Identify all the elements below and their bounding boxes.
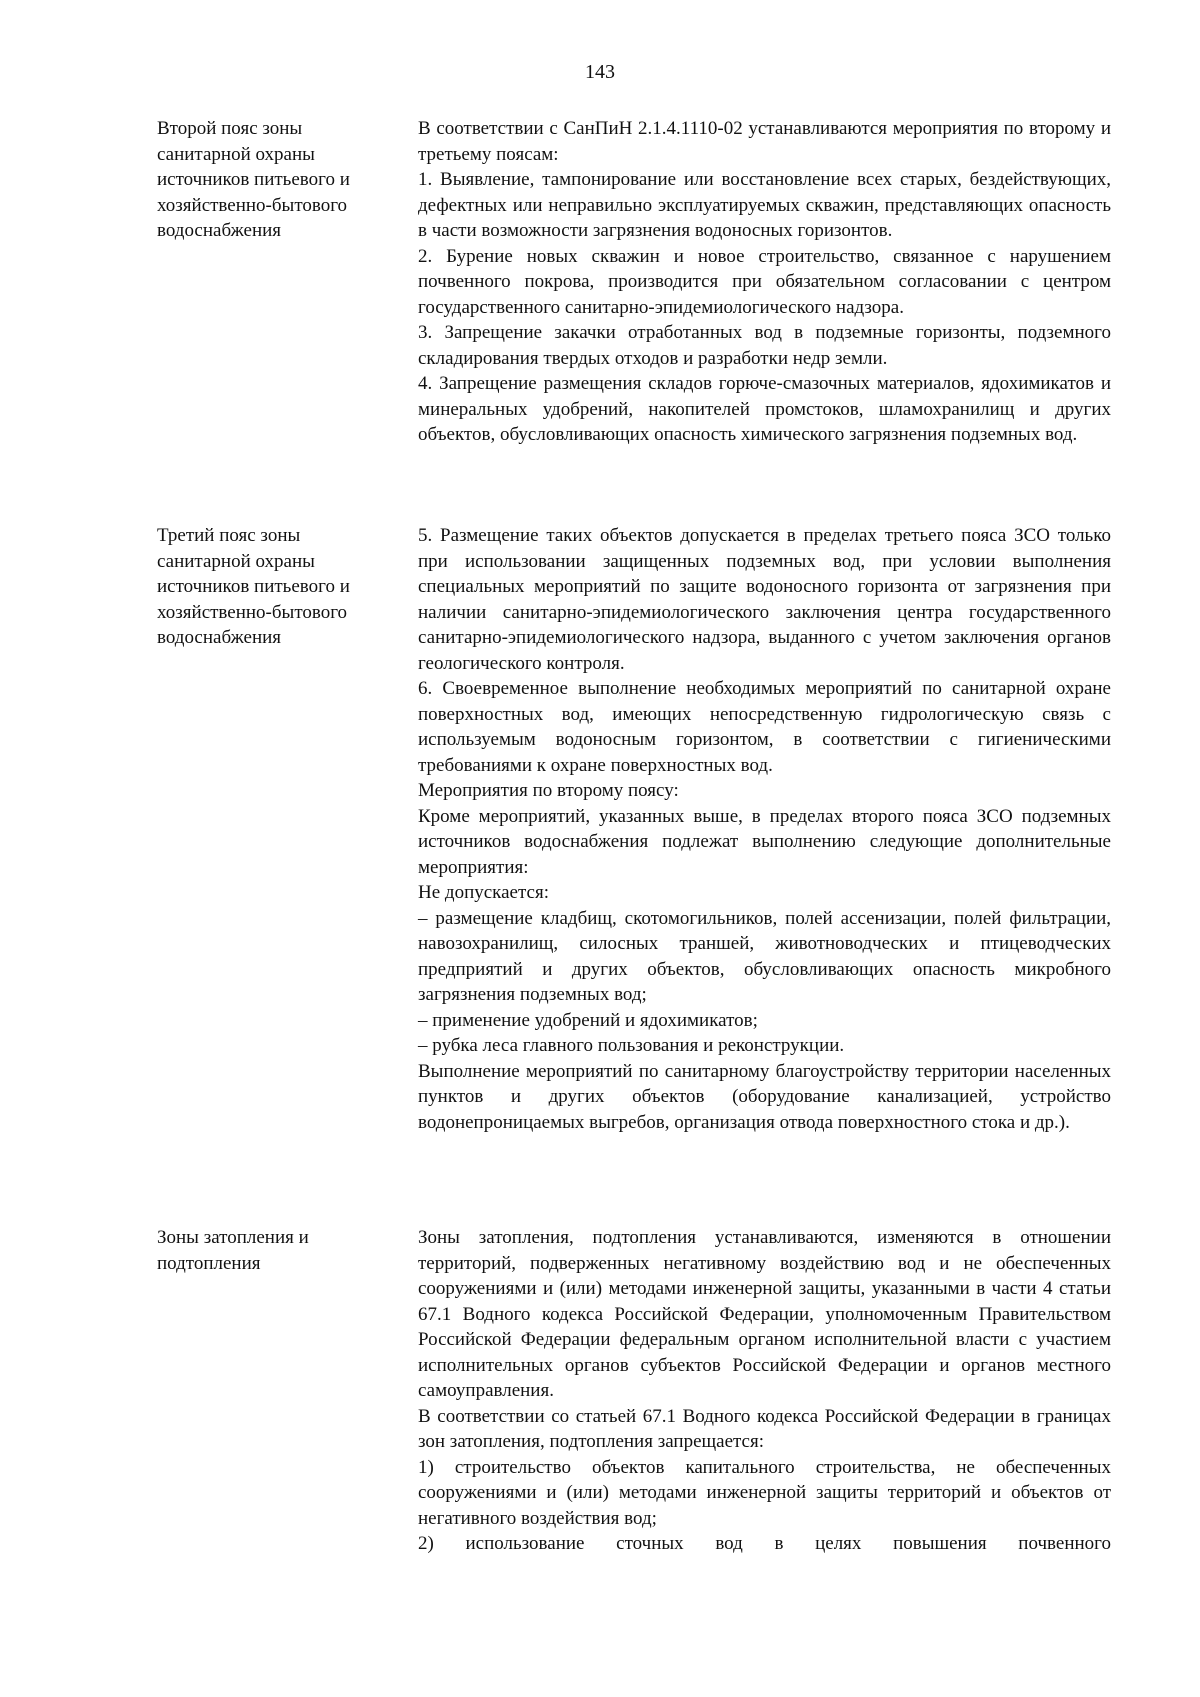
paragraph: 2) использование сточных вод в целях повышения почвенного xyxy=(418,1533,1111,1554)
paragraph: 6. Своевременное выполнение необходимых мероприятий по санитарной охране поверхностных вод, имеющих непосредственную гидрологическую связь с используемым водоносным горизонтом, в соответствии с гигиеническими требованиями к охране поверхностных вод. xyxy=(418,678,1111,776)
paragraph: Зоны затопления, подтопления устанавливаются, изменяются в отношении территорий, подверженных негативному воздействию вод и не обеспеченных сооружениями и (или) методами инженерной защиты, указанными в части 4 статьи 67.1 Водного кодекса Российской Федерации, уполномоченным Правительством Российской Федерации федеральным органом исполнительной власти с участием исполнительных органов субъектов Российской Федерации и органов местного самоуправления. xyxy=(418,1227,1111,1401)
paragraph: В соответствии с СанПиН 2.1.4.1110-02 устанавливаются мероприятия по второму и третьему поясам: xyxy=(418,118,1111,165)
paragraph: 4. Запрещение размещения складов горюче-смазочных материалов, ядохимикатов и минеральных удобрений, накопителей промстоков, шламохранилищ и других объектов, обусловливающих опасность химического загрязнения подземных вод. xyxy=(418,373,1111,445)
paragraph: 5. Размещение таких объектов допускается в пределах третьего пояса ЗСО только при использовании защищенных подземных вод, при условии выполнения специальных мероприятий по защите водоносного горизонта от загрязнения при наличии санитарно-эпидемиологического заключения центра государственного санитарно-эпидемиологического надзора, выданного с учетом заключения органов геологического контроля. xyxy=(418,525,1111,674)
paragraph: Мероприятия по второму поясу: xyxy=(418,780,679,801)
paragraph: 1. Выявление, тампонирование или восстановление всех старых, бездействующих, дефектных или неправильно эксплуатируемых скважин, представляющих опасность в части возможности загрязнения водоносных горизонтов. xyxy=(418,169,1111,241)
paragraph: 3. Запрещение закачки отработанных вод в подземные горизонты, подземного складирования твердых отходов и разработки недр земли. xyxy=(418,322,1111,369)
row-label-second-belt: Второй пояс зоны санитарной охраны источников питьевого и хозяйственно-бытового водоснабжения xyxy=(157,118,350,241)
paragraph: Не допускается: xyxy=(418,882,549,903)
paragraph: 1) строительство объектов капитального строительства, не обеспеченных сооружениями и (или) методами инженерной защиты территорий и объектов от негативного воздействия вод; xyxy=(418,1456,1111,1529)
paragraph: Выполнение мероприятий по санитарному благоустройству территории населенных пунктов и других объектов (оборудование канализацией, устройство водонепроницаемых выгребов, организация отвода поверхностного стока и др.). xyxy=(418,1060,1111,1133)
paragraph: В соответствии со статьей 67.1 Водного кодекса Российской Федерации в границах зон затопления, подтопления запрещается: xyxy=(418,1405,1111,1452)
paragraph: Кроме мероприятий, указанных выше, в пределах второго пояса ЗСО подземных источников водоснабжения подлежат выполнению следующие дополнительные мероприятия: xyxy=(418,805,1111,878)
list-item: – применение удобрений и ядохимикатов; xyxy=(418,1009,758,1031)
row-content-third-belt xyxy=(418,523,1111,1135)
row-content-second-belt xyxy=(418,116,1111,448)
row-content-flood-zones xyxy=(418,1225,1111,1557)
list-item: – размещение кладбищ, скотомогильников, полей ассенизации, полей фильтрации, навозохранилищ, силосных траншей, животноводческих и птицеводческих предприятий и других объектов, обусловливающих опасность микробного загрязнения подземных вод; xyxy=(418,907,1111,1005)
row-label-flood-zones: Зоны затопления и подтопления xyxy=(157,1227,309,1274)
page-number: 143 xyxy=(585,61,615,83)
paragraph: 2. Бурение новых скважин и новое строительство, связанное с нарушением почвенного покрова, производится при обязательном согласовании с центром государственного санитарно-эпидемиологического надзора. xyxy=(418,245,1111,318)
row-label-third-belt: Третий пояс зоны санитарной охраны источников питьевого и хозяйственно-бытового водоснабжения xyxy=(157,525,350,648)
list-item: – рубка леса главного пользования и реконструкции. xyxy=(418,1035,845,1056)
